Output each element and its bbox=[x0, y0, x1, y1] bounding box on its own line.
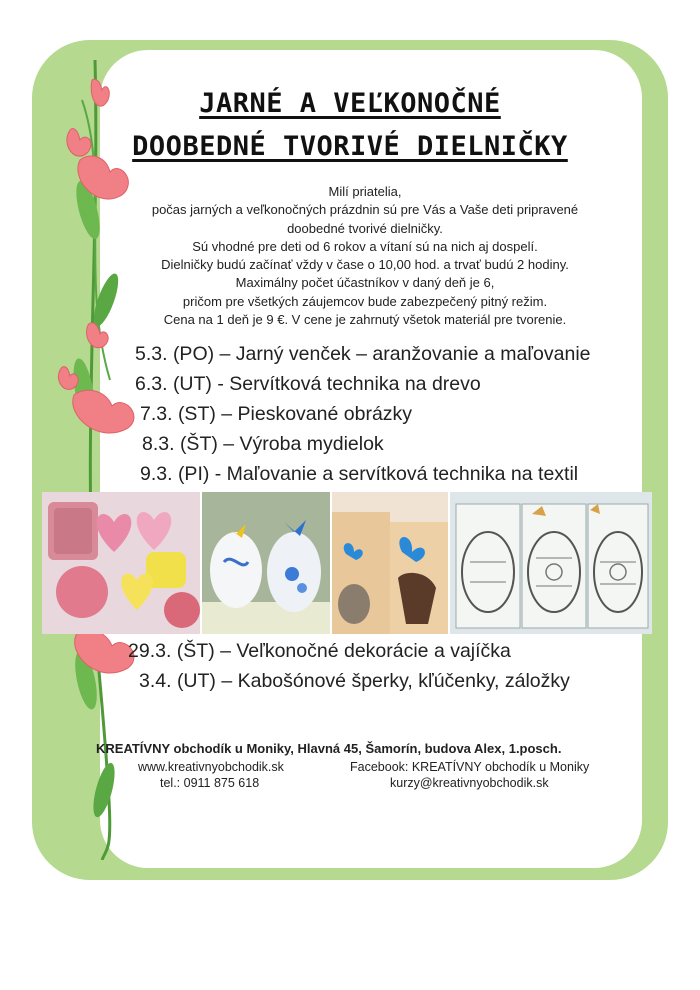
intro-line: Milí priatelia, bbox=[328, 184, 402, 199]
phone: tel.: 0911 875 618 bbox=[160, 776, 260, 790]
title-line-1: JARNÉ A VEĽKONOČNÉ bbox=[199, 88, 501, 119]
coloring-eggs-photo bbox=[450, 492, 652, 634]
schedule-item: 9.3. (PI) - Maľovanie a servítková technika na textil bbox=[140, 463, 579, 485]
tulip-decoration bbox=[40, 60, 160, 860]
soap-photo bbox=[42, 492, 200, 634]
schedule-item: 3.4. (UT) – Kabošónové šperky, kľúčenky, záložky bbox=[139, 670, 570, 692]
shop-address: KREATÍVNY obchodík u Moniky, Hlavná 45, Šamorín, budova Alex, 1.posch. bbox=[96, 741, 562, 756]
photo-strip bbox=[42, 492, 652, 634]
intro-line: Sú vhodné pre deti od 6 rokov a vítaní sú na nich aj dospelí. bbox=[192, 238, 538, 254]
intro-line: Dielničky budú začínať vždy v čase o 10,00 hod. a trvať budú 2 hodiny. bbox=[161, 257, 569, 273]
schedule-item: 29.3. (ŠT) – Veľkonočné dekorácie a vajíčka bbox=[128, 640, 511, 662]
intro-line: doobedné tvorivé dielničky. bbox=[287, 220, 443, 236]
schedule-item: 6.3. (UT) - Servítková technika na drevo bbox=[135, 373, 481, 395]
facebook-link: Facebook: KREATÍVNY obchodík u Moniky bbox=[350, 760, 590, 774]
egg-photo bbox=[202, 492, 330, 634]
intro-line: pričom pre všetkých záujemcov bude zabezpečený pitný režim. bbox=[182, 293, 548, 309]
tote-bag-photo bbox=[332, 492, 448, 634]
intro-line: Cena na 1 deň je 9 €. V cene je zahrnutý všetok materiál pre tvorenie. bbox=[163, 312, 567, 328]
schedule-item: 7.3. (ST) – Pieskované obrázky bbox=[140, 403, 413, 425]
intro-line: počas jarných a veľkonočných prázdnin sú pre Vás a Vaše deti pripravené bbox=[151, 202, 579, 218]
intro-text bbox=[70, 183, 660, 329]
title-line-2: DOOBEDNÉ TVORIVÉ DIELNIČKY bbox=[132, 131, 568, 162]
schedule-item: 8.3. (ŠT) – Výroba mydielok bbox=[142, 433, 384, 455]
intro-line: Maximálny počet účastníkov v daný deň je 6, bbox=[235, 275, 495, 291]
website: www.kreativnyobchodik.sk bbox=[138, 760, 284, 774]
schedule-item: 5.3. (PO) – Jarný venček – aranžovanie a maľovanie bbox=[135, 343, 591, 365]
email: kurzy@kreativnyobchodik.sk bbox=[390, 776, 549, 790]
